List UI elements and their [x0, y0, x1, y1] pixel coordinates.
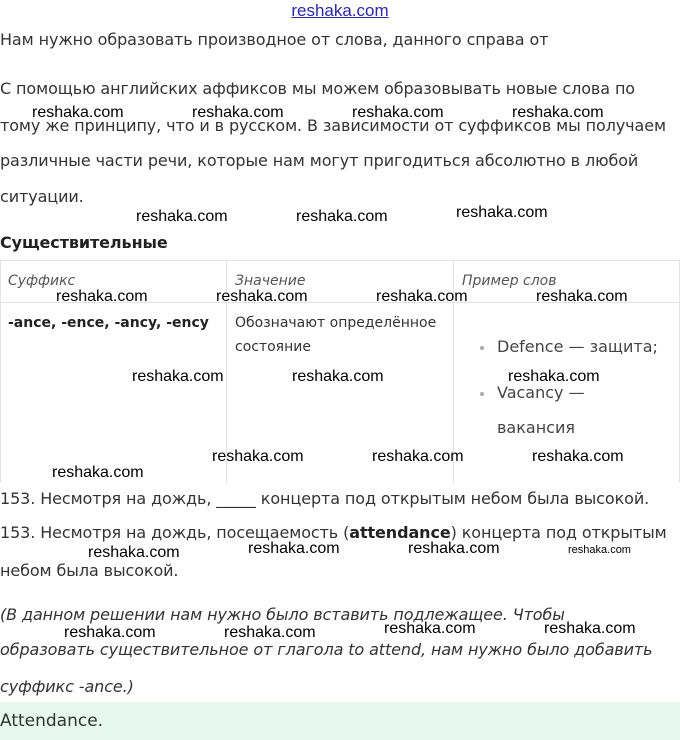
table-header-meaning: Значение: [235, 273, 306, 289]
final-answer: Attendance.: [0, 711, 104, 731]
intro-paragraph-line-1: С помощью английских аффиксов мы можем образовывать новые слова по: [0, 79, 635, 98]
example-vacancy-translation: вакансия: [497, 418, 575, 437]
watermark: reshaka.com: [512, 104, 604, 121]
watermark: reshaka.com: [384, 620, 476, 637]
watermark: reshaka.com: [64, 624, 156, 641]
watermark: reshaka.com: [88, 544, 180, 561]
table-cell-meaning-line-1: Обозначают определённое: [235, 315, 437, 331]
watermark: reshaka.com: [52, 464, 144, 481]
section-heading: Существительные: [0, 233, 168, 252]
intro-paragraph-line-3: различные части речи, которые нам могут пригодиться абсолютно в любой: [0, 151, 639, 170]
table-header-examples: Пример слов: [462, 273, 557, 289]
explanation-line-3: суффикс -ance.): [0, 677, 134, 696]
exercise-question: 153. Несмотря на дождь, _____ концерта под открытым небом была высокой.: [0, 489, 650, 508]
watermark: reshaka.com: [32, 104, 124, 121]
watermark: reshaka.com: [212, 448, 304, 465]
example-defence: Defence — защита;: [497, 337, 658, 356]
answer-prefix: 153. Несмотря на дождь, посещаемость (: [0, 523, 350, 542]
intro-line: Нам нужно образовать производное от слова, данного справа от: [0, 30, 549, 49]
explanation-line-1: (В данном решении нам нужно было вставить подлежащее. Чтобы: [0, 605, 565, 624]
watermark: reshaka.com: [352, 104, 444, 121]
explanation-line-2: образовать существительное от глагола to attend, нам нужно было добавить: [0, 640, 653, 659]
answer-word: attendance: [349, 523, 451, 542]
watermark: reshaka.com: [296, 208, 388, 225]
table-cell-meaning-line-2: состояние: [235, 339, 311, 355]
watermark: reshaka.com: [248, 540, 340, 557]
example-vacancy: Vacancy —: [497, 383, 585, 402]
watermark: reshaka.com: [136, 208, 228, 225]
watermark: reshaka.com: [456, 204, 548, 221]
intro-paragraph-line-4: ситуации.: [0, 187, 84, 206]
watermark: reshaka.com: [536, 288, 628, 305]
watermark: reshaka.com: [56, 288, 148, 305]
watermark: reshaka.com: [508, 368, 600, 385]
watermark: reshaka.com: [568, 544, 631, 556]
watermark: reshaka.com: [224, 624, 316, 641]
list-bullet: [480, 346, 484, 350]
site-link[interactable]: reshaka.com: [291, 1, 389, 20]
watermark: reshaka.com: [532, 448, 624, 465]
table-header-suffix: Суффикс: [8, 273, 76, 289]
table-cell-suffix: -ance, -ence, -ancy, -ency: [8, 315, 209, 331]
watermark: reshaka.com: [376, 288, 468, 305]
answer-suffix: ) концерта под открытым: [450, 523, 667, 542]
watermark: reshaka.com: [192, 104, 284, 121]
watermark: reshaka.com: [132, 368, 224, 385]
watermark: reshaka.com: [372, 448, 464, 465]
exercise-answer-line-2: небом была высокой.: [0, 561, 179, 580]
final-answer-box: [0, 702, 680, 740]
list-bullet: [480, 392, 484, 396]
watermark: reshaka.com: [292, 368, 384, 385]
watermark: reshaka.com: [216, 288, 308, 305]
intro-paragraph-line-2: тому же принципу, что и в русском. В зависимости от суффиксов мы получаем: [0, 116, 666, 135]
watermark: reshaka.com: [544, 620, 636, 637]
watermark: reshaka.com: [408, 540, 500, 557]
